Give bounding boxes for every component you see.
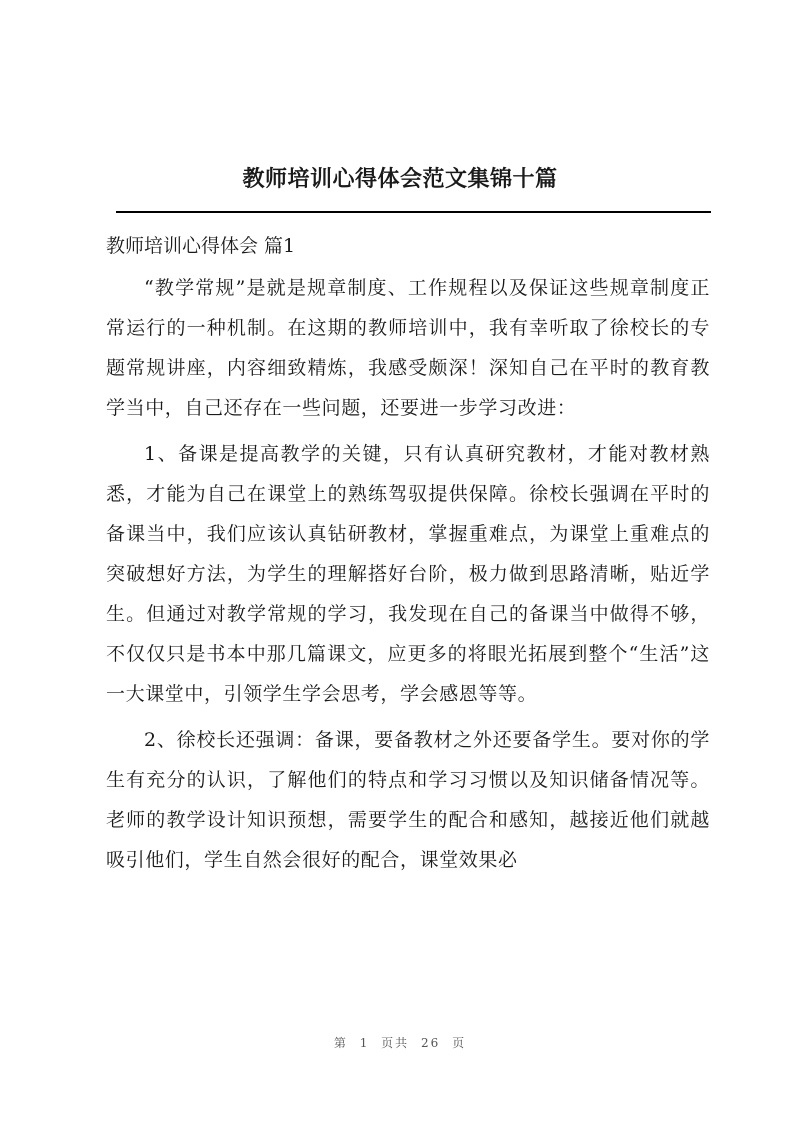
section-heading: 教师培训心得体会 篇1 — [106, 235, 296, 257]
document-title: 教师培训心得体会范文集锦十篇 — [242, 166, 558, 192]
footer-page-number: 1 — [359, 1036, 370, 1050]
page-footer — [0, 1034, 800, 1051]
footer-total-pages: 26 — [421, 1036, 441, 1050]
paragraph-point-2: 2、徐校长还强调：备课，要备教材之外还要备学生。要对你的学生有充分的认识，了解他们的特点和学习习惯以及知识储备情况等。老师的教学设计知识预想，需要学生的配合和感知，越接近他们就越吸引他们，学生自然会很好的配合，课堂效果必 — [106, 729, 710, 871]
footer-prefix: 第 — [333, 1036, 348, 1050]
paragraph-point-1: 1、备课是提高教学的关键，只有认真研究教材，才能对教材熟悉，才能为自己在课堂上的熟练驾驭提供保障。徐校长强调在平时的备课当中，我们应该认真钻研教材，掌握重难点，为课堂上重难点的突破想好方法，为学生的理解搭好台阶，极力做到思路清晰，贴近学生。但通过对教学常规的学习，我发现在自己的备课当中做得不够，不仅仅只是书本中那几篇课文，应更多的将眼光拓展到整个“生活”这一大课堂中，引领学生学会思考，学会感恩等等。 — [106, 443, 710, 705]
title-underline — [116, 211, 711, 213]
paragraph-intro: “教学常规”是就是规章制度、工作规程以及保证这些规章制度正常运行的一种机制。在这期的教师培训中，我有幸听取了徐校长的专题常规讲座，内容细致精炼，我感受颇深！深知自己在平时的教育教学当中，自己还存在一些问题，还要进一步学习改进： — [106, 277, 710, 419]
footer-suffix: 页 — [452, 1036, 467, 1050]
footer-middle: 页共 — [381, 1036, 410, 1050]
document-body — [106, 268, 710, 886]
